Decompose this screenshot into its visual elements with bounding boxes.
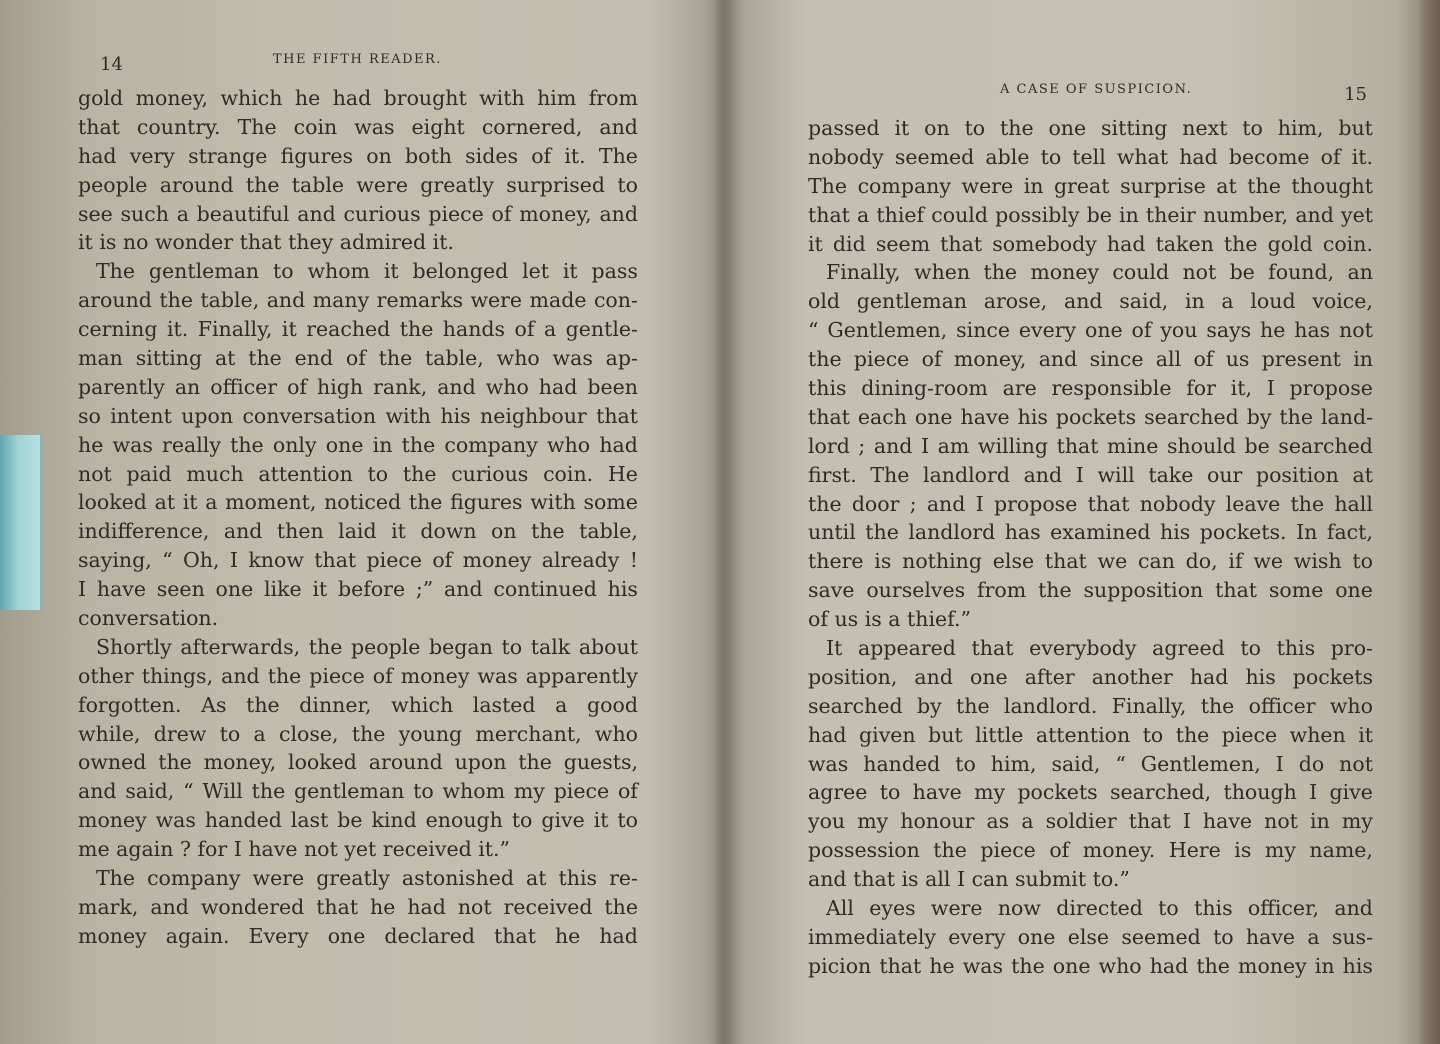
text-line: while, drew to a close, the young merchant, who xyxy=(78,721,638,746)
text-line: mark, and wondered that he had not received the xyxy=(78,894,638,919)
text-line: and said, “ Will the gentleman to whom my piece of xyxy=(78,779,638,804)
text-line: The company were greatly astonished at this re- xyxy=(96,866,638,891)
text-line: owned the money, looked around upon the guests, xyxy=(78,750,638,775)
text-line: old gentleman arose, and said, in a loud voice, xyxy=(808,289,1373,314)
left-page-text xyxy=(78,84,638,951)
text-line: had given but little attention to the piece when it xyxy=(808,722,1373,747)
text-line: it is no wonder that they admired it. xyxy=(78,230,454,255)
right-page-number: 15 xyxy=(1344,84,1367,105)
page-edge-shadow xyxy=(1418,0,1440,1044)
text-line: see such a beautiful and curious piece of money, and xyxy=(78,201,638,226)
text-line: saying, “ Oh, I know that piece of money already ! xyxy=(78,548,638,573)
text-line: position, and one after another had his pockets xyxy=(808,664,1373,689)
text-line: other things, and the piece of money was apparently xyxy=(78,663,638,688)
text-line: he was really the only one in the company who had xyxy=(78,432,638,457)
left-page-header xyxy=(78,50,638,84)
text-line: searched by the landlord. Finally, the officer who xyxy=(808,693,1373,718)
text-line: the piece of money, and since all of us present in xyxy=(808,347,1373,372)
text-line: immediately every one else seemed to have a sus- xyxy=(808,924,1373,949)
text-line: conversation. xyxy=(78,606,219,631)
text-line: there is nothing else that we can do, if we wish to xyxy=(808,549,1373,574)
text-line: until the landlord has examined his pockets. In fact, xyxy=(808,520,1373,545)
left-page-number: 14 xyxy=(100,54,123,75)
text-line: I have seen one like it before ;” and continued his xyxy=(78,577,638,602)
text-line: first. The landlord and I will take our position at xyxy=(808,462,1373,487)
text-line: not paid much attention to the curious coin. He xyxy=(78,461,638,486)
text-line: this dining-room are responsible for it, I propose xyxy=(808,376,1373,401)
text-line: around the table, and many remarks were made con- xyxy=(78,288,638,313)
text-line: was handed to him, said, “ Gentlemen, I do not xyxy=(808,751,1373,776)
text-line: had very strange figures on both sides of it. The xyxy=(78,143,638,168)
text-line: and that is all I can submit to.” xyxy=(808,867,1130,892)
text-line: indifference, and then laid it down on the table, xyxy=(78,519,638,544)
text-line: so intent upon conversation with his neighbour that xyxy=(78,403,638,428)
text-line: The gentleman to whom it belonged let it pass xyxy=(96,259,638,284)
text-line: parently an officer of high rank, and who had been xyxy=(78,374,638,399)
text-line: people around the table were greatly surprised to xyxy=(78,172,638,197)
right-page xyxy=(808,80,1373,981)
text-line: the door ; and I propose that nobody leave the hall xyxy=(808,491,1373,516)
text-line: All eyes were now directed to this officer, and xyxy=(826,896,1373,921)
left-page xyxy=(78,50,638,951)
text-line: forgotten. As the dinner, which lasted a good xyxy=(78,692,638,717)
text-line: that a thief could possibly be in their number, and yet xyxy=(808,202,1373,227)
text-line: nobody seemed able to tell what had become of it. xyxy=(808,144,1373,169)
text-line: lord ; and I am willing that mine should be searched xyxy=(808,433,1373,458)
text-line: passed it on to the one sitting next to him, but xyxy=(808,116,1373,140)
text-line: gold money, which he had brought with him from xyxy=(78,86,638,110)
text-line: that each one have his pockets searched by the land- xyxy=(808,404,1373,429)
book-gutter xyxy=(706,0,744,1044)
text-line: money again. Every one declared that he had xyxy=(78,923,638,948)
bookmark-tab xyxy=(0,435,42,610)
right-page-header xyxy=(808,80,1373,114)
text-line: picion that he was the one who had the money in his xyxy=(808,953,1373,978)
text-line: “ Gentlemen, since every one of you says he has not xyxy=(808,318,1373,343)
text-line: Finally, when the money could not be found, an xyxy=(826,260,1373,285)
text-line: Shortly afterwards, the people began to talk about xyxy=(96,634,638,659)
text-line: that country. The coin was eight cornered, and xyxy=(78,114,638,139)
text-line: The company were in great surprise at the thought xyxy=(808,173,1373,198)
text-line: save ourselves from the supposition that some one xyxy=(808,578,1373,603)
text-line: possession the piece of money. Here is my name, xyxy=(808,838,1373,863)
text-line: cerning it. Finally, it reached the hands of a gentle- xyxy=(78,317,638,342)
text-line: man sitting at the end of the table, who was ap- xyxy=(78,346,638,371)
text-line: you my honour as a soldier that I have not in my xyxy=(808,809,1373,834)
text-line: of us is a thief.” xyxy=(808,607,972,632)
left-running-head: THE FIFTH READER. xyxy=(273,52,442,67)
text-line: me again ? for I have not yet received it.” xyxy=(78,837,511,862)
text-line: agree to have my pockets searched, though I give xyxy=(808,780,1373,805)
text-line: looked at it a moment, noticed the figures with some xyxy=(78,490,638,515)
text-line: money was handed last be kind enough to give it to xyxy=(78,808,638,833)
right-running-head: A CASE OF SUSPICION. xyxy=(1000,82,1193,97)
right-page-text xyxy=(808,114,1373,981)
text-line: It appeared that everybody agreed to this pro- xyxy=(826,636,1373,661)
text-line: it did seem that somebody had taken the gold coin. xyxy=(808,231,1373,256)
